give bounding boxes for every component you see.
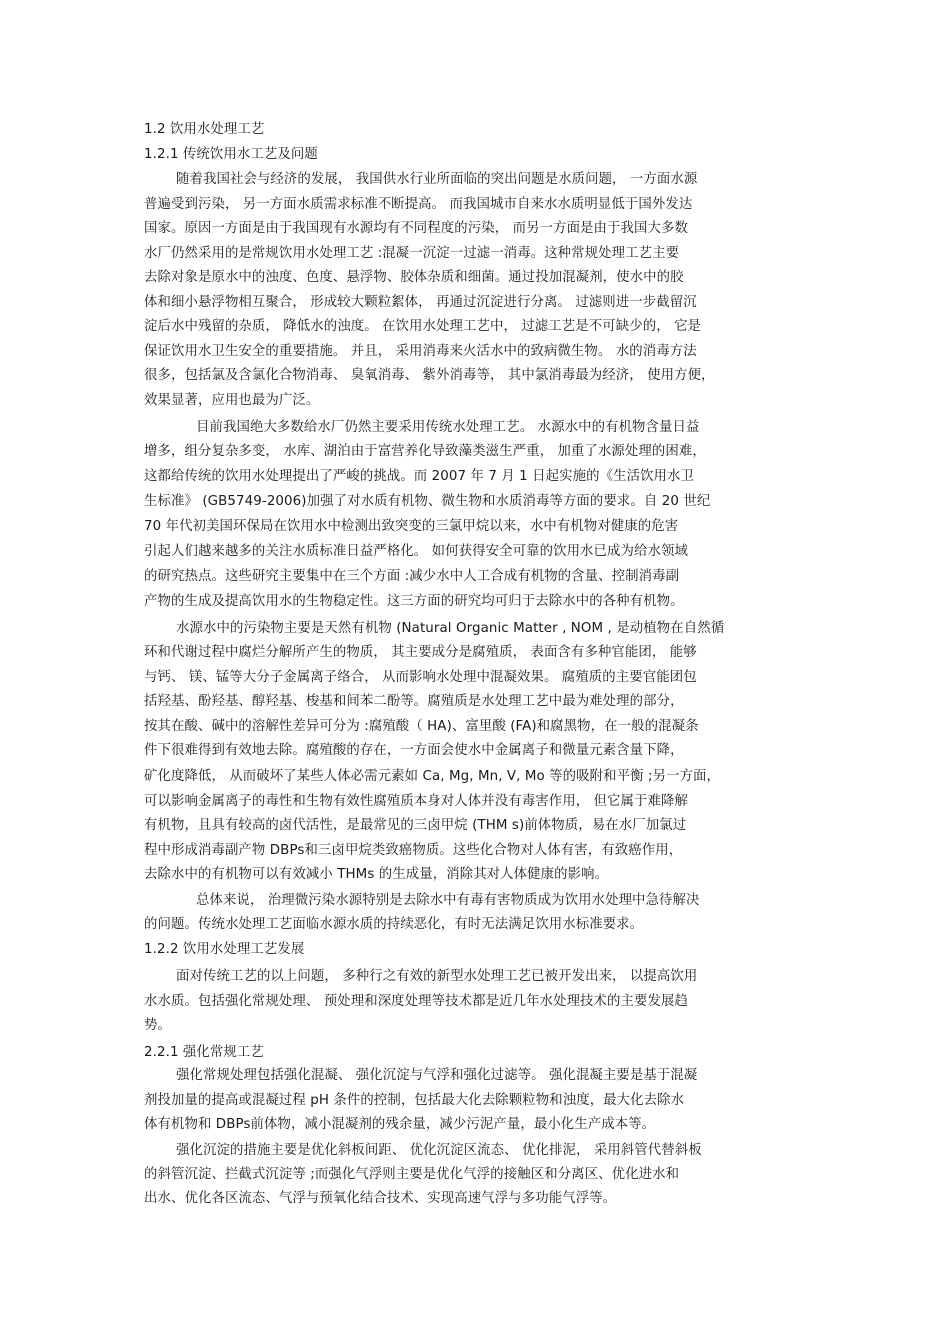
text-line: 普遍受到污染， 另一方面水质需求标准不断提高。 而我国城市自来水水质明显低于国外发达 [144, 197, 693, 212]
text-line: 随着我国社会与经济的发展， 我国供水行业所面临的突出问题是水质问题， 一方面水源 [176, 172, 698, 187]
section-heading-2-2-1: 2.2.1 强化常规工艺 [144, 1045, 264, 1060]
text-line: 面对传统工艺的以上问题， 多种行之有效的新型水处理工艺已被开发出来， 以提高饮用 [176, 969, 698, 984]
text-line: 势。 [144, 1018, 171, 1033]
text-line: 水厂仍然采用的是常规饮用水处理工艺 :混凝一沉淀一过滤一消毒。这种常规处理工艺主要 [144, 246, 680, 261]
text-line: 总体来说， 治理微污染水源特别是去除水中有毒有害物质成为饮用水处理中急待解决 [196, 893, 700, 908]
text-line: 出水、优化各区流态、气浮与预氧化结合技术、实现高速气浮与多功能气浮等。 [144, 1191, 617, 1206]
text-line: 国家。原因一方面是由于我国现有水源均有不同程度的污染， 而另一方面是由于我国大多数 [144, 221, 688, 236]
text-line: 的问题。传统水处理工艺面临水源水质的持续恶化，有时无法满足饮用水标准要求。 [144, 917, 644, 932]
text-line: 去除水中的有机物可以有效减小 THMs 的生成量，消除其对人体健康的影响。 [144, 867, 609, 882]
text-line: 增多，组分复杂多变， 水库、湖泊由于富营养化导致藻类滋生严重， 加重了水源处理的困难， [144, 444, 706, 459]
text-line: 体和细小悬浮物相互聚合， 形成较大颗粒絮体， 再通过沉淀进行分离。 过滤则进一步截留沉 [144, 295, 697, 310]
text-line: 去除对象是原水中的浊度、色度、悬浮物、胶体杂质和细菌。通过投加混凝剂，使水中的胶 [144, 270, 684, 285]
text-line: 淀后水中残留的杂质， 降低水的浊度。 在饮用水处理工艺中， 过滤工艺是不可缺少的， 它是 [144, 319, 702, 334]
text-line: 可以影响金属离子的毒性和生物有效性腐殖质本身对人体并没有毒害作用， 但它属于难降解 [144, 794, 688, 809]
text-line: 水源水中的污染物主要是天然有机物 (Natural Organic Matter , NOM , 是动植物在自然循 [176, 621, 725, 636]
text-line: 有机物，且具有较高的卤代活性，是最常见的三卤甲烷 (THM s)前体物质，易在水厂加氯过 [144, 818, 687, 833]
text-line: 很多，包括氯及含氯化合物消毒、 臭氧消毒、 紫外消毒等， 其中氯消毒最为经济， 使用方便， [144, 368, 715, 383]
section-heading-1-2-2: 1.2.2 饮用水处理工艺发展 [144, 942, 305, 957]
section-heading-1-2-1: 1.2.1 传统饮用水工艺及问题 [144, 147, 318, 162]
text-line: 剂投加量的提高或混凝过程 pH 条件的控制，包括最大化去除颗粒物和浊度，最大化去除水 [144, 1093, 685, 1108]
text-line: 效果显著，应用也最为广泛。 [144, 393, 320, 408]
text-line: 按其在酸、碱中的溶解性差异可分为 :腐殖酸（ HA)、富里酸 (FA)和腐黑物，在一般的混凝条 [144, 719, 699, 734]
text-line: 与钙、 镁、锰等大分子金属离子络合， 从而影响水处理中混凝效果。 腐殖质的主要官能团包 [144, 670, 697, 685]
text-line: 产物的生成及提高饮用水的生物稳定性。这三方面的研究均可归于去除水中的各种有机物。 [144, 594, 684, 609]
text-line: 强化常规处理包括强化混凝、 强化沉淀与气浮和强化过滤等。 强化混凝主要是基于混凝 [176, 1068, 698, 1083]
section-heading-1-2: 1.2 饮用水处理工艺 [144, 122, 265, 137]
text-line: 这都给传统的饮用水处理提出了严峻的挑战。而 2007 年 7 月 1 日起实施的《生活饮用水卫 [144, 469, 695, 484]
text-line: 保证饮用水卫生安全的重要措施。 并且， 采用消毒来火活水中的致病微生物。 水的消毒方法 [144, 344, 697, 359]
text-line: 程中形成消毒副产物 DBPs和三卤甲烷类致癌物质。这些化合物对人体有害，有致癌作用， [144, 843, 683, 858]
text-line: 70 年代初美国环保局在饮用水中检测出致突变的三氯甲烷以来，水中有机物对健康的危害 [144, 519, 679, 534]
text-line: 体有机物和 DBPs前体物，减小混凝剂的残余量，减少污泥产量，最小化生产成本等。 [144, 1117, 656, 1132]
text-line: 生标准》 (GB5749-2006)加强了对水质有机物、微生物和水质消毒等方面的要求。自 20 世纪 [144, 494, 711, 509]
text-line: 件下很难得到有效地去除。腐殖酸的存在，一方面会使水中金属离子和微量元素含量下降， [144, 743, 684, 758]
text-line: 目前我国绝大多数给水厂仍然主要采用传统水处理工艺。 水源水中的有机物含量日益 [196, 420, 700, 435]
text-line: 强化沉淀的措施主要是优化斜板间距、 优化沉淀区流态、 优化排泥， 采用斜管代替斜板 [176, 1143, 702, 1158]
text-line: 引起人们越来越多的关注水质标准日益严格化。 如何获得安全可靠的饮用水已成为给水领域 [144, 544, 688, 559]
text-line: 矿化度降低， 从而破坏了某些人体必需元素如 Ca, Mg, Mn, V, Mo 等的吸附和平衡 ;另一方面， [144, 769, 721, 784]
text-line: 的研究热点。这些研究主要集中在三个方面 :减少水中人工合成有机物的含量、控制消毒副 [144, 569, 680, 584]
text-line: 水水质。包括强化常规处理、 预处理和深度处理等技术都是近几年水处理技术的主要发展趋 [144, 994, 688, 1009]
text-line: 环和代谢过程中腐烂分解所产生的物质， 其主要成分是腐殖质， 表面含有多种官能团， 能够 [144, 645, 697, 660]
text-line: 括羟基、酚羟基、醇羟基、梭基和间苯二酚等。腐殖质是水处理工艺中最为难处理的部分， [144, 694, 684, 709]
text-line: 的斜管沉淀、拦截式沉淀等 ;而强化气浮则主要是优化气浮的接触区和分离区、优化进水和 [144, 1167, 680, 1182]
